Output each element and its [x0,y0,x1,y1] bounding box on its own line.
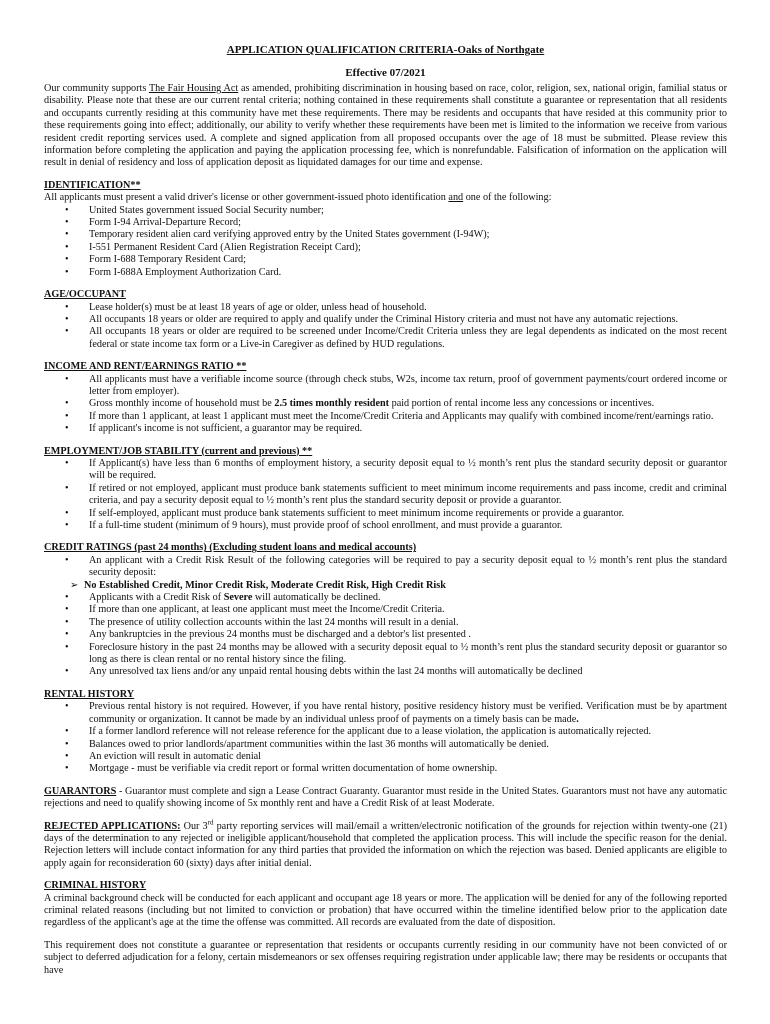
list-item: • Temporary resident alien card verifying approved entry by the United States government (I-94W); [89,229,727,241]
rental-verification-text: Previous rental history is not required. However, if you have rental history, positive residency history must be verified. Verification must be by apartment community or organization. It cannot be made by an individual unless proof of payments on a timely basis can be made [89,701,727,725]
identification-lead [44,192,727,204]
list-item: • If self-employed, applicant must produce bank statements sufficient to meet minimum income requirements or provide a guarantor. [89,508,727,520]
rejected-post: party reporting services will mail/email a written/electronic notification of the grounds for rejection within twenty-one (21) days of the determination to any rejected or ineligible applicant/household that completed the application process. This will include the specific reason for the denial. Rejection letters will include contact information for any third parties that provided the information on which the rejection was based. Denied applicants are eligible to apply again for reconsideration 60 (sixty) days after initial denial. [44,820,727,869]
rejected-applications-heading: REJECTED APPLICATIONS: [44,820,181,832]
list-item: • Mortgage - must be verifiable via credit report or formal written documentation of home ownership. [89,763,727,775]
list-item: • If applicant's income is not sufficient, a guarantor may be required. [89,423,727,435]
guarantors-heading: GUARANTORS [44,785,117,797]
list-item: • Any bankruptcies in the previous 24 months must be discharged and a debtor's list presented . [89,629,727,641]
guarantors-paragraph [44,786,727,811]
list-item: • United States government issued Social Security number; [89,205,727,217]
list-item: • Balances owed to prior landlords/apartment communities within the last 36 months will automatically be denied. [89,739,727,751]
list-item: • The presence of utility collection accounts within the last 24 months will result in a denial. [89,617,727,629]
list-item: • If more than one applicant, at least one applicant must meet the Income/Credit Criteria. [89,604,727,616]
intro-text-pre: Our community supports [44,83,149,94]
identification-lead-post: one of the following: [463,192,552,204]
rejected-applications-paragraph [44,818,727,871]
intro-text-post: as amended, prohibiting discrimination in housing based on race, color, religion, sex, national origin, familial status or disability. Please note that these are our current rental criteria; nothing contained in these requirements shall constitute a guarantee or representation that all residents and occupants currently residing at this community have met these requirements. There may be residents and occupants that have resided at this community prior to these requirements going into effect; additionally, our ability to verify whether these requirements have been met is limited to the information we receive from various resident credit reporting services used. A complete and signed application from all proposed occupants over the age of 18 must be submitted. Please review this information before completing the application and paying the application processing fee, which is nonrefundable. Falsification of information on the application will result in denial of residency and loss of application deposit as liquidated damages for our time and expense. [44,83,727,169]
arrow-bullet-icon: ➢ [70,579,79,591]
list-item: • Form I-688 Temporary Resident Card; [89,254,727,266]
severe-bold: Severe [223,592,253,604]
rejected-pre: Our 3 [180,820,208,832]
criminal-history-paragraph-2: This requirement does not constitute a guarantee or representation that residents or occupants currently residing in our community have not been convicted of or subject to deferred adjudication for a felony, certain misdemeanors or sex offenses requiring registration under applicable law; there may be residents or occupants that have [44,939,727,976]
list-item: • All occupants 18 years or older are required to apply and qualify under the Criminal History criteria and must not have any automatic rejections. [89,314,727,326]
severe-post: will automatically be declined. [252,592,381,604]
document-title: APPLICATION QUALIFICATION CRITERIA-Oaks of Northgate [226,44,545,56]
employment-heading: EMPLOYMENT/JOB STABILITY (current and previous) ** [44,445,313,457]
list-item: • If retired or not employed, applicant must produce bank statements sufficient to meet minimum income requirements and pass income, credit and criminal criteria, and pay a security deposit equal to ½ month’s rent plus the standard security deposit or provide a guarantor. [89,483,727,508]
credit-risk-categories [44,580,727,592]
list-item: • An eviction will result in automatic denial [89,751,727,763]
credit-list-continued [44,592,727,679]
effective-date: Effective 07/2021 [345,67,426,79]
severe-pre: Applicants with a Credit Risk of [89,592,224,604]
rental-verification-period: . [576,713,579,725]
income-heading: INCOME AND RENT/EARNINGS RATIO ** [44,361,247,373]
document-page [44,44,727,977]
identification-lead-pre: All applicants must present a valid driver's license or other government-issued photo identification [44,192,449,204]
rental-history-list [44,701,727,775]
age-occupant-list [44,302,727,352]
rejected-sup: rd [207,818,214,827]
list-item: • If a full-time student (minimum of 9 hours), must provide proof of school enrollment, and must provide a guarantor. [89,520,727,532]
income-list [44,374,727,436]
list-item: • If a former landlord reference will not release reference for the applicant due to a lease violation, the application is automatically rejected. [89,726,727,738]
income-ratio-pre: Gross monthly income of household must be [89,398,275,410]
list-item: • Foreclosure history in the past 24 months may be allowed with a security deposit equal to ½ month’s rent plus the standard security deposit or guarantor so long as there is clean rental or no rental history since the filing. [89,642,727,667]
age-occupant-heading: AGE/OCCUPANT [44,289,126,301]
list-item: • If more than 1 applicant, at least 1 applicant must meet the Income/Credit Criteria and Applicants may qualify with combined income/rent/earnings ratio. [89,411,727,423]
list-item [89,592,727,604]
employment-list [44,458,727,532]
list-item: • Form I-94 Arrival-Departure Record; [89,217,727,229]
list-item: • Lease holder(s) must be at least 18 years of age or older, unless head of household. [89,302,727,314]
income-ratio-bold: 2.5 times monthly resident [274,398,390,410]
list-item: • All applicants must have a verifiable income source (through check stubs, W2s, income tax return, proof of government payments/court ordered income or letter from employer). [89,374,727,399]
list-item: • Form I-688A Employment Authorization Card. [89,267,727,279]
list-item: • All occupants 18 years or older are required to be screened under Income/Credit Criteria unless they are legal dependents as indicated on the most recent federal or state income tax form or a Live-in Caregiver as defined by HUD regulations. [89,326,727,351]
intro-paragraph [44,83,727,170]
list-item: • An applicant with a Credit Risk Result of the following categories will be required to pay a security deposit equal to ½ month’s rent plus the standard security deposit: [89,555,727,580]
credit-risk-categories-text: No Established Credit, Minor Credit Risk, Moderate Credit Risk, High Credit Risk [84,579,446,591]
criminal-history-paragraph-1: A criminal background check will be conducted for each applicant and occupant age 18 years or more. The application will be denied for any of the following reported criminal related reasons (including but not limited to conviction or probation) that have occurred within the timeline identified below prior to the application date regardless of the applicant's age at the time the offense was committed. All records are evaluated from the date of disposition. [44,892,727,929]
identification-heading: IDENTIFICATION** [44,179,141,191]
credit-list [44,555,727,580]
credit-heading: CREDIT RATINGS (past 24 months) (Excluding student loans and medical accounts) [44,542,417,554]
identification-lead-and: and [448,192,464,204]
income-ratio-post: paid portion of rental income less any concessions or incentives. [389,398,655,410]
guarantors-text: - Guarantor must complete and sign a Lease Contract Guaranty. Guarantor must reside in the United States. Guarantors must not have any automatic rejections and need to qualify showing income of 5x monthly rent and have a Credit Risk of at least Moderate. [44,785,727,810]
list-item: • If Applicant(s) have less than 6 months of employment history, a security deposit equal to ½ month’s rent plus the standard security deposit or guarantor will be required. [89,458,727,483]
list-item: • Any unresolved tax liens and/or any unpaid rental housing debts within the last 24 months will automatically be declined [89,666,727,678]
list-item [89,701,727,726]
rental-history-heading: RENTAL HISTORY [44,688,135,700]
fair-housing-act-reference: The Fair Housing Act [148,83,239,94]
identification-list [44,205,727,279]
list-item: • I-551 Permanent Resident Card (Alien Registration Receipt Card); [89,242,727,254]
list-item [89,398,727,410]
criminal-history-heading: CRIMINAL HISTORY [44,880,147,892]
